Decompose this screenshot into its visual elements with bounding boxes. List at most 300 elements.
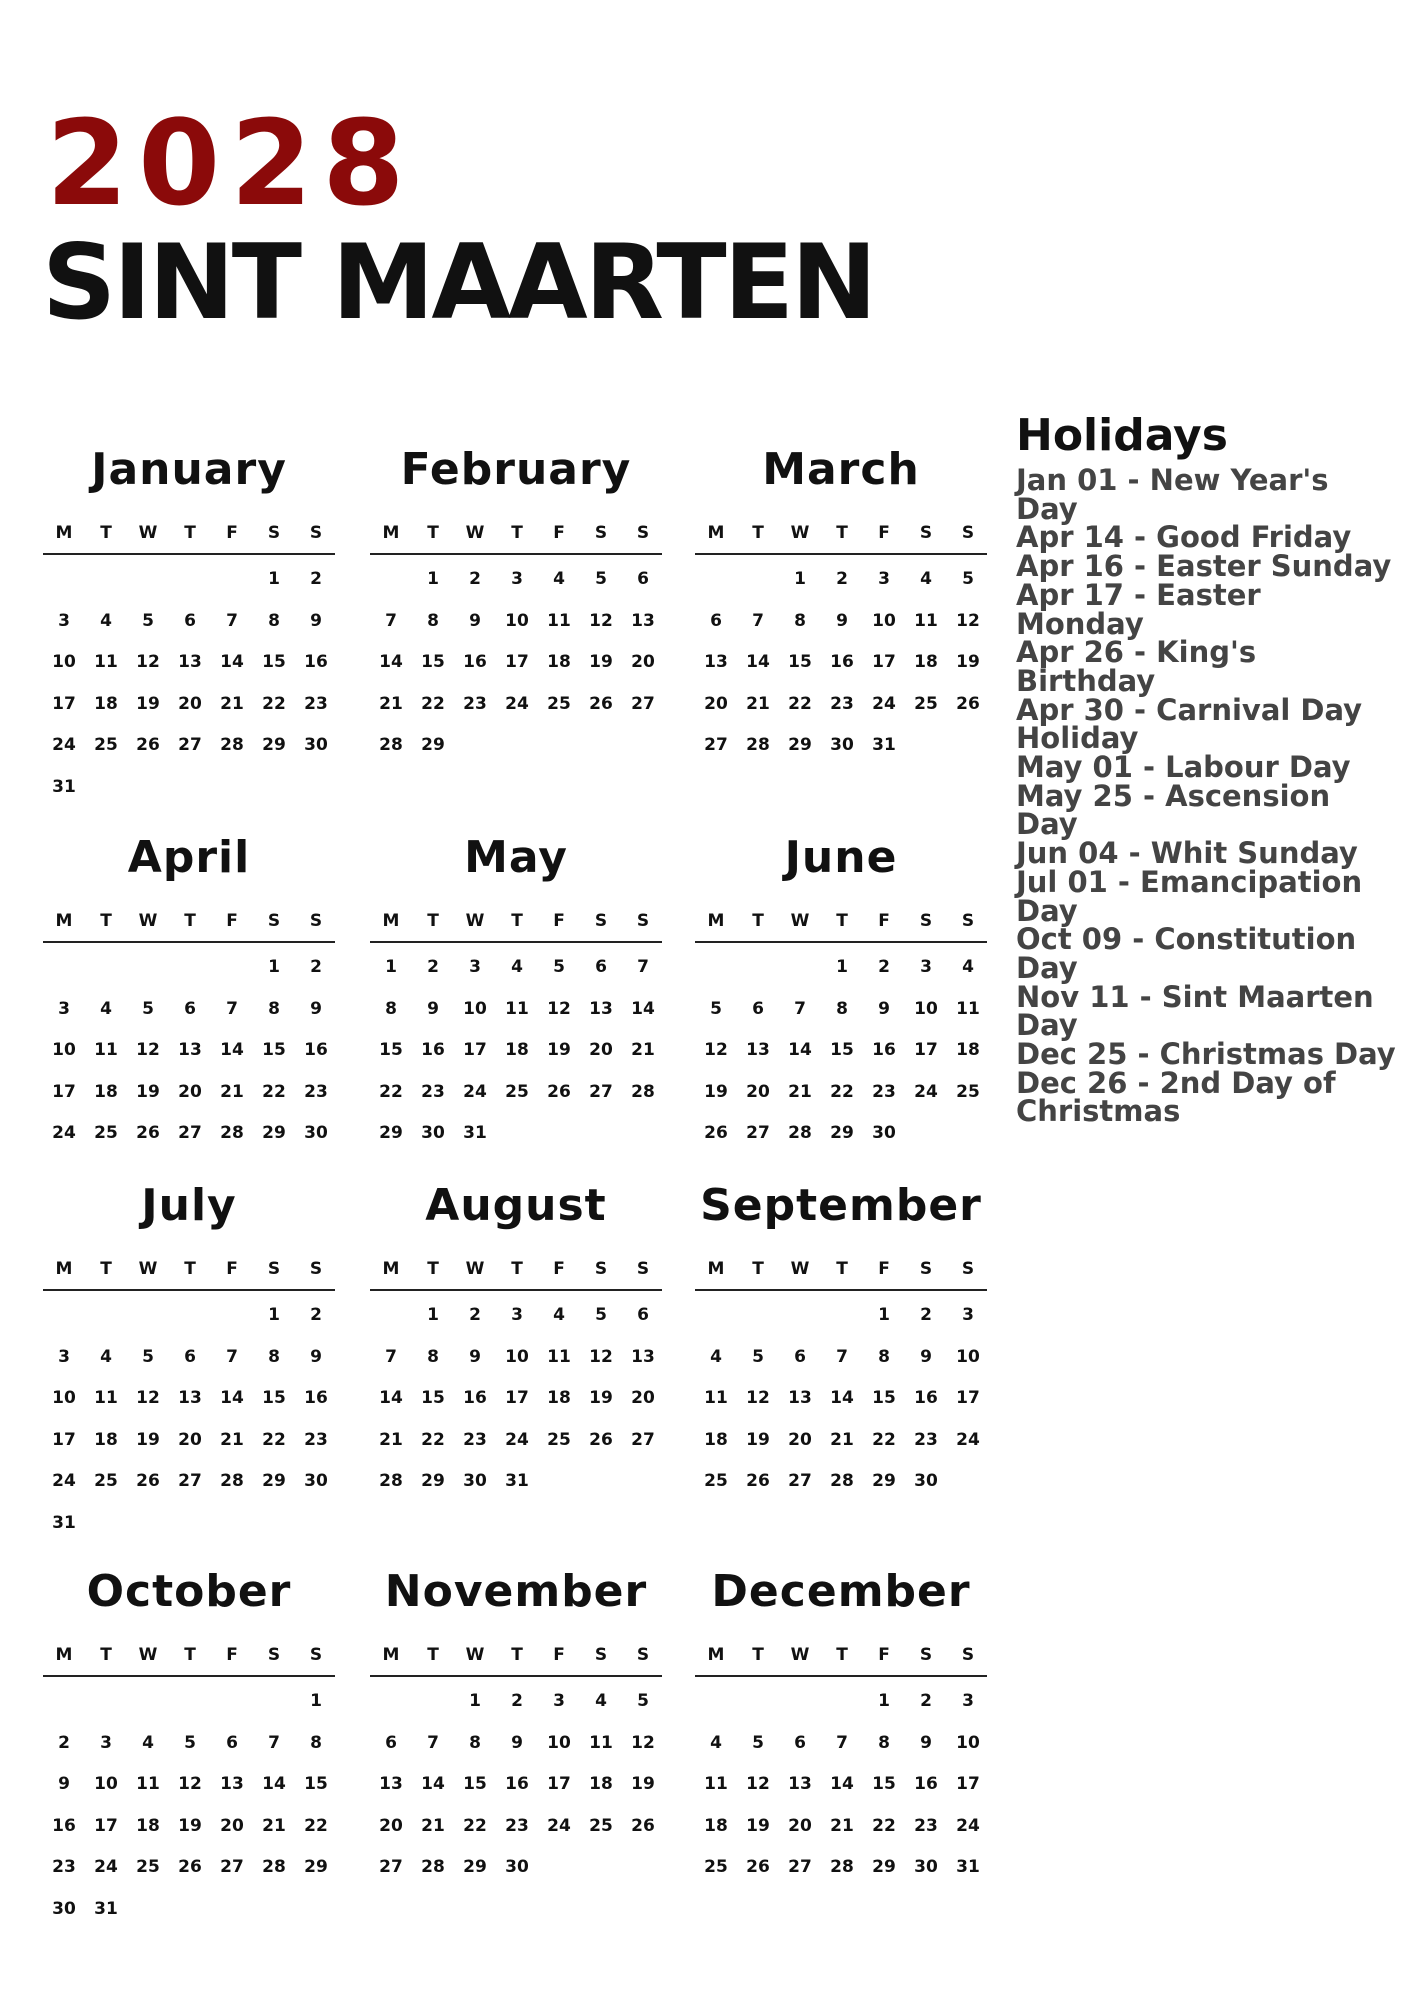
day-cell: 14 [788, 1040, 812, 1060]
day-cell: 2 [310, 957, 322, 977]
day-cell: 17 [956, 1774, 980, 1794]
day-cell: 8 [836, 998, 848, 1019]
weekday-label: T [184, 911, 196, 931]
day-cell: 10 [463, 998, 487, 1019]
day-cell: 31 [52, 776, 76, 797]
weekday-label: F [878, 1259, 890, 1279]
day-cell: 25 [589, 1815, 613, 1836]
month-february [370, 440, 662, 810]
day-cell: 17 [914, 1040, 938, 1060]
day-cell: 21 [830, 1815, 854, 1836]
day-cell: 21 [788, 1081, 812, 1102]
day-cell: 14 [379, 652, 403, 672]
day-cell: 25 [94, 735, 118, 755]
month-name: August [425, 1180, 607, 1231]
day-cell: 19 [589, 652, 613, 672]
day-cell: 20 [589, 1040, 613, 1060]
weekday-label: S [636, 523, 650, 543]
day-cell: 11 [589, 1732, 613, 1753]
day-cell: 27 [704, 735, 728, 755]
day-cell: 28 [421, 1857, 445, 1877]
day-cell: 18 [589, 1774, 613, 1794]
day-cell: 16 [421, 1040, 445, 1060]
day-cell: 26 [136, 1471, 160, 1491]
day-cell: 26 [589, 1429, 613, 1450]
day-cell: 29 [421, 1471, 445, 1491]
holidays-title: Holidays [1016, 410, 1228, 461]
day-cell: 19 [178, 1815, 202, 1836]
day-cell: 25 [956, 1081, 980, 1102]
day-cell: 23 [463, 1429, 487, 1450]
day-cell: 11 [94, 652, 118, 672]
month-september [695, 1176, 987, 1546]
day-cell: 22 [830, 1081, 854, 1102]
day-cell: 5 [184, 1732, 196, 1753]
day-cell: 12 [178, 1774, 202, 1794]
day-cell: 5 [142, 610, 154, 631]
day-cell: 14 [830, 1774, 854, 1794]
weekday-label: W [138, 523, 158, 543]
day-cell: 26 [704, 1123, 728, 1143]
day-cell: 7 [268, 1732, 280, 1753]
day-cell: 28 [746, 735, 770, 755]
day-cell: 29 [421, 735, 445, 755]
weekday-label: W [790, 1645, 810, 1665]
holiday-item: Jun 04 - Whit Sunday [1016, 836, 1358, 871]
day-cell: 13 [631, 610, 655, 631]
day-cell: 2 [920, 1305, 932, 1325]
day-cell: 24 [463, 1081, 487, 1102]
day-cell: 9 [511, 1732, 523, 1753]
day-cell: 13 [220, 1774, 244, 1794]
day-cell: 4 [962, 957, 974, 977]
weekday-label: T [427, 1645, 439, 1665]
day-cell: 21 [379, 1429, 403, 1450]
day-cell: 12 [136, 1040, 160, 1060]
weekday-label: T [427, 1259, 439, 1279]
day-cell: 20 [788, 1815, 812, 1836]
day-cell: 8 [427, 1346, 439, 1367]
day-cell: 21 [421, 1815, 445, 1836]
weekday-header [370, 1642, 662, 1668]
day-cell: 30 [463, 1471, 487, 1491]
day-cell: 29 [463, 1857, 487, 1877]
day-cell: 20 [379, 1815, 403, 1836]
day-cell: 27 [746, 1123, 770, 1143]
day-cell: 6 [385, 1732, 397, 1753]
month-name: September [700, 1180, 982, 1231]
holiday-item: Dec 25 - Christmas Day [1016, 1037, 1396, 1072]
day-cell: 8 [878, 1732, 890, 1753]
weekday-label: W [465, 911, 485, 931]
weekday-label: T [752, 1645, 764, 1665]
day-cell: 26 [589, 693, 613, 714]
day-cell: 1 [836, 957, 848, 977]
day-cell: 1 [310, 1691, 322, 1711]
holiday-item: May 25 - Ascension Day [1016, 778, 1331, 842]
weekday-label: W [790, 911, 810, 931]
day-cell: 17 [463, 1040, 487, 1060]
day-cell: 19 [136, 1429, 160, 1450]
day-cell: 27 [788, 1857, 812, 1877]
day-cell: 20 [704, 693, 728, 714]
day-cell: 10 [956, 1346, 980, 1367]
day-cell: 23 [304, 693, 328, 714]
day-cell: 11 [136, 1774, 160, 1794]
day-cell: 3 [878, 569, 890, 589]
day-cell: 16 [914, 1388, 938, 1408]
day-cell: 24 [547, 1815, 571, 1836]
day-cell: 21 [746, 693, 770, 714]
day-cell: 5 [637, 1691, 649, 1711]
day-cell: 7 [226, 610, 238, 631]
weekday-label: F [553, 1645, 565, 1665]
day-cell: 12 [589, 1346, 613, 1367]
weekday-label: F [553, 1259, 565, 1279]
day-cell: 19 [136, 1081, 160, 1102]
day-cell: 9 [920, 1346, 932, 1367]
day-cell: 25 [94, 1471, 118, 1491]
day-cell: 16 [52, 1815, 76, 1836]
day-cell: 9 [310, 1346, 322, 1367]
day-cell: 21 [262, 1815, 286, 1836]
day-cell: 31 [505, 1471, 529, 1491]
day-cell: 3 [100, 1732, 112, 1753]
day-cell: 30 [304, 1471, 328, 1491]
weekday-label: T [836, 1645, 848, 1665]
day-cell: 7 [836, 1346, 848, 1367]
weekday-label: T [836, 1259, 848, 1279]
day-cell: 10 [547, 1732, 571, 1753]
day-cell: 12 [746, 1388, 770, 1408]
day-cell: 27 [178, 1123, 202, 1143]
weekday-label: M [707, 911, 725, 931]
day-cell: 24 [872, 693, 896, 714]
day-cell: 1 [878, 1691, 890, 1711]
day-cell: 22 [421, 693, 445, 714]
day-cell: 10 [52, 1388, 76, 1408]
month-june [695, 828, 987, 1198]
day-cell: 2 [469, 1305, 481, 1325]
day-cell: 16 [304, 1040, 328, 1060]
weekday-label: M [55, 1259, 73, 1279]
day-cell: 8 [878, 1346, 890, 1367]
day-cell: 9 [469, 610, 481, 631]
weekday-label: W [465, 523, 485, 543]
day-cell: 19 [956, 652, 980, 672]
day-cell: 15 [262, 1388, 286, 1408]
day-cell: 30 [914, 1857, 938, 1877]
day-cell: 3 [58, 998, 70, 1019]
day-cell: 6 [184, 998, 196, 1019]
day-cell: 14 [746, 652, 770, 672]
day-cell: 4 [553, 569, 565, 589]
day-cell: 22 [262, 693, 286, 714]
day-cell: 23 [914, 1429, 938, 1450]
day-cell: 16 [304, 652, 328, 672]
day-cell: 6 [794, 1346, 806, 1367]
weekday-label: S [961, 1259, 975, 1279]
weekday-label: S [919, 523, 933, 543]
day-cell: 7 [226, 1346, 238, 1367]
day-cell: 12 [136, 1388, 160, 1408]
day-cell: 26 [136, 735, 160, 755]
weekday-label: F [878, 1645, 890, 1665]
day-cell: 20 [220, 1815, 244, 1836]
day-cell: 28 [379, 735, 403, 755]
day-cell: 13 [178, 1388, 202, 1408]
day-cell: 26 [547, 1081, 571, 1102]
day-cell: 30 [914, 1471, 938, 1491]
weekday-label: W [138, 911, 158, 931]
day-cell: 26 [746, 1857, 770, 1877]
day-cell: 27 [178, 1471, 202, 1491]
day-cell: 9 [878, 998, 890, 1019]
day-cell: 21 [379, 693, 403, 714]
weekday-label: M [707, 1259, 725, 1279]
day-cell: 31 [956, 1857, 980, 1877]
weekday-label: S [636, 1645, 650, 1665]
day-cell: 15 [262, 652, 286, 672]
day-cell: 20 [178, 693, 202, 714]
holiday-list [1016, 463, 1396, 1129]
day-cell: 2 [427, 957, 439, 977]
day-cell: 8 [268, 610, 280, 631]
weekday-label: S [267, 1645, 281, 1665]
day-cell: 9 [310, 998, 322, 1019]
day-cell: 30 [505, 1857, 529, 1877]
weekday-label: T [100, 911, 112, 931]
month-name: December [711, 1566, 971, 1617]
weekday-label: T [184, 523, 196, 543]
day-cell: 13 [788, 1774, 812, 1794]
weekday-header [695, 520, 987, 546]
day-cell: 24 [52, 735, 76, 755]
day-cell: 22 [463, 1815, 487, 1836]
day-cell: 12 [136, 652, 160, 672]
day-cell: 5 [752, 1346, 764, 1367]
day-cell: 31 [463, 1123, 487, 1143]
day-cell: 4 [553, 1305, 565, 1325]
day-cell: 14 [220, 1388, 244, 1408]
day-cell: 7 [385, 1346, 397, 1367]
day-cell: 3 [553, 1691, 565, 1711]
day-cell: 21 [220, 1429, 244, 1450]
weekday-label: W [790, 1259, 810, 1279]
day-cell: 23 [52, 1857, 76, 1877]
day-cell: 31 [94, 1898, 118, 1919]
day-cell: 29 [788, 735, 812, 755]
weekday-label: M [382, 1645, 400, 1665]
day-cell: 3 [58, 1346, 70, 1367]
weekday-label: T [184, 1259, 196, 1279]
day-cell: 11 [94, 1388, 118, 1408]
day-cell: 4 [100, 998, 112, 1019]
weekday-label: S [594, 911, 608, 931]
weekday-label: T [836, 911, 848, 931]
day-cell: 3 [58, 610, 70, 631]
day-cell: 22 [262, 1081, 286, 1102]
day-cell: 15 [872, 1388, 896, 1408]
day-cell: 15 [788, 652, 812, 672]
day-cell: 10 [505, 1346, 529, 1367]
day-cell: 11 [914, 610, 938, 631]
day-cell: 25 [704, 1857, 728, 1877]
weekday-label: T [511, 911, 523, 931]
month-name: January [91, 444, 287, 495]
day-cell: 18 [704, 1815, 728, 1836]
day-cell: 22 [379, 1081, 403, 1102]
weekday-header [43, 1256, 335, 1282]
day-cell: 13 [631, 1346, 655, 1367]
day-cell: 14 [421, 1774, 445, 1794]
holiday-item: Dec 26 - 2nd Day of Christmas [1016, 1065, 1336, 1129]
day-cell: 31 [52, 1512, 76, 1533]
weekday-label: T [752, 523, 764, 543]
weekday-header [695, 908, 987, 934]
day-cell: 23 [872, 1081, 896, 1102]
day-cell: 12 [746, 1774, 770, 1794]
day-cell: 11 [547, 1346, 571, 1367]
day-cell: 17 [872, 652, 896, 672]
day-cell: 13 [788, 1388, 812, 1408]
weekday-label: F [878, 911, 890, 931]
day-cell: 28 [830, 1471, 854, 1491]
day-cell: 21 [220, 1081, 244, 1102]
day-cell: 27 [631, 693, 655, 714]
day-cell: 10 [505, 610, 529, 631]
day-cell: 14 [262, 1774, 286, 1794]
day-cell: 18 [547, 652, 571, 672]
holiday-item: Apr 30 - Carnival Day Holiday [1016, 692, 1363, 756]
weekday-label: T [100, 1645, 112, 1665]
day-cell: 18 [704, 1429, 728, 1450]
weekday-label: S [267, 523, 281, 543]
day-cell: 13 [589, 998, 613, 1019]
day-cell: 18 [94, 1429, 118, 1450]
month-august [370, 1176, 662, 1546]
day-cell: 29 [379, 1123, 403, 1143]
day-cell: 1 [268, 1305, 280, 1325]
weekday-divider [695, 1675, 987, 1677]
day-cell: 31 [872, 735, 896, 755]
country-title: SINT MAARTEN [42, 223, 875, 343]
day-cell: 27 [379, 1857, 403, 1877]
day-cell: 15 [463, 1774, 487, 1794]
day-cell: 2 [836, 569, 848, 589]
day-cell: 15 [872, 1774, 896, 1794]
day-cell: 26 [746, 1471, 770, 1491]
day-cell: 4 [710, 1346, 722, 1367]
day-cell: 24 [52, 1471, 76, 1491]
day-cell: 26 [631, 1815, 655, 1836]
month-december [695, 1562, 987, 1932]
day-cell: 6 [184, 610, 196, 631]
weekday-header [370, 520, 662, 546]
weekday-label: F [226, 911, 238, 931]
day-cell: 11 [956, 998, 980, 1019]
weekday-label: T [427, 523, 439, 543]
day-cell: 2 [511, 1691, 523, 1711]
day-cell: 20 [631, 652, 655, 672]
day-cell: 9 [427, 998, 439, 1019]
day-cell: 14 [379, 1388, 403, 1408]
day-cell: 1 [268, 569, 280, 589]
day-cell: 9 [836, 610, 848, 631]
weekday-divider [43, 1289, 335, 1291]
day-cell: 8 [469, 1732, 481, 1753]
weekday-label: T [511, 1259, 523, 1279]
day-cell: 17 [505, 1388, 529, 1408]
weekday-label: S [919, 1645, 933, 1665]
day-cell: 3 [511, 1305, 523, 1325]
calendar-year: 2028 [46, 94, 415, 232]
day-cell: 3 [962, 1305, 974, 1325]
day-cell: 12 [547, 998, 571, 1019]
day-cell: 19 [704, 1081, 728, 1102]
day-cell: 13 [746, 1040, 770, 1060]
weekday-divider [370, 941, 662, 943]
weekday-label: M [55, 911, 73, 931]
day-cell: 7 [836, 1732, 848, 1753]
weekday-label: W [138, 1259, 158, 1279]
weekday-label: S [309, 911, 323, 931]
weekday-label: S [594, 1259, 608, 1279]
holiday-item: Apr 26 - King's Birthday [1016, 635, 1257, 698]
day-cell: 19 [746, 1815, 770, 1836]
weekday-label: T [752, 1259, 764, 1279]
weekday-divider [43, 941, 335, 943]
day-cell: 12 [589, 610, 613, 631]
weekday-divider [695, 941, 987, 943]
day-cell: 21 [631, 1040, 655, 1060]
day-cell: 17 [52, 1081, 76, 1102]
holiday-item: Jan 01 - New Year's Day [1016, 463, 1329, 526]
day-cell: 9 [58, 1774, 70, 1794]
day-cell: 16 [505, 1774, 529, 1794]
day-cell: 28 [220, 1123, 244, 1143]
day-cell: 7 [752, 610, 764, 631]
day-cell: 26 [956, 693, 980, 714]
day-cell: 4 [710, 1732, 722, 1753]
day-cell: 30 [52, 1898, 76, 1919]
weekday-label: S [267, 911, 281, 931]
day-cell: 19 [547, 1040, 571, 1060]
holiday-item: May 01 - Labour Day [1016, 750, 1351, 785]
weekday-divider [43, 1675, 335, 1677]
day-cell: 24 [505, 693, 529, 714]
weekday-label: T [511, 523, 523, 543]
month-march [695, 440, 987, 810]
day-cell: 27 [589, 1081, 613, 1102]
day-cell: 29 [304, 1857, 328, 1877]
month-january [43, 440, 335, 810]
day-cell: 20 [178, 1081, 202, 1102]
day-cell: 4 [100, 1346, 112, 1367]
month-july [43, 1176, 335, 1546]
weekday-header [695, 1256, 987, 1282]
day-cell: 11 [704, 1388, 728, 1408]
holiday-item: Apr 16 - Easter Sunday [1016, 549, 1392, 584]
day-cell: 2 [310, 569, 322, 589]
weekday-label: S [594, 523, 608, 543]
day-cell: 23 [830, 693, 854, 714]
day-cell: 23 [304, 1081, 328, 1102]
weekday-label: F [226, 1645, 238, 1665]
day-cell: 4 [142, 1732, 154, 1753]
month-name: July [141, 1180, 237, 1231]
day-cell: 22 [262, 1429, 286, 1450]
